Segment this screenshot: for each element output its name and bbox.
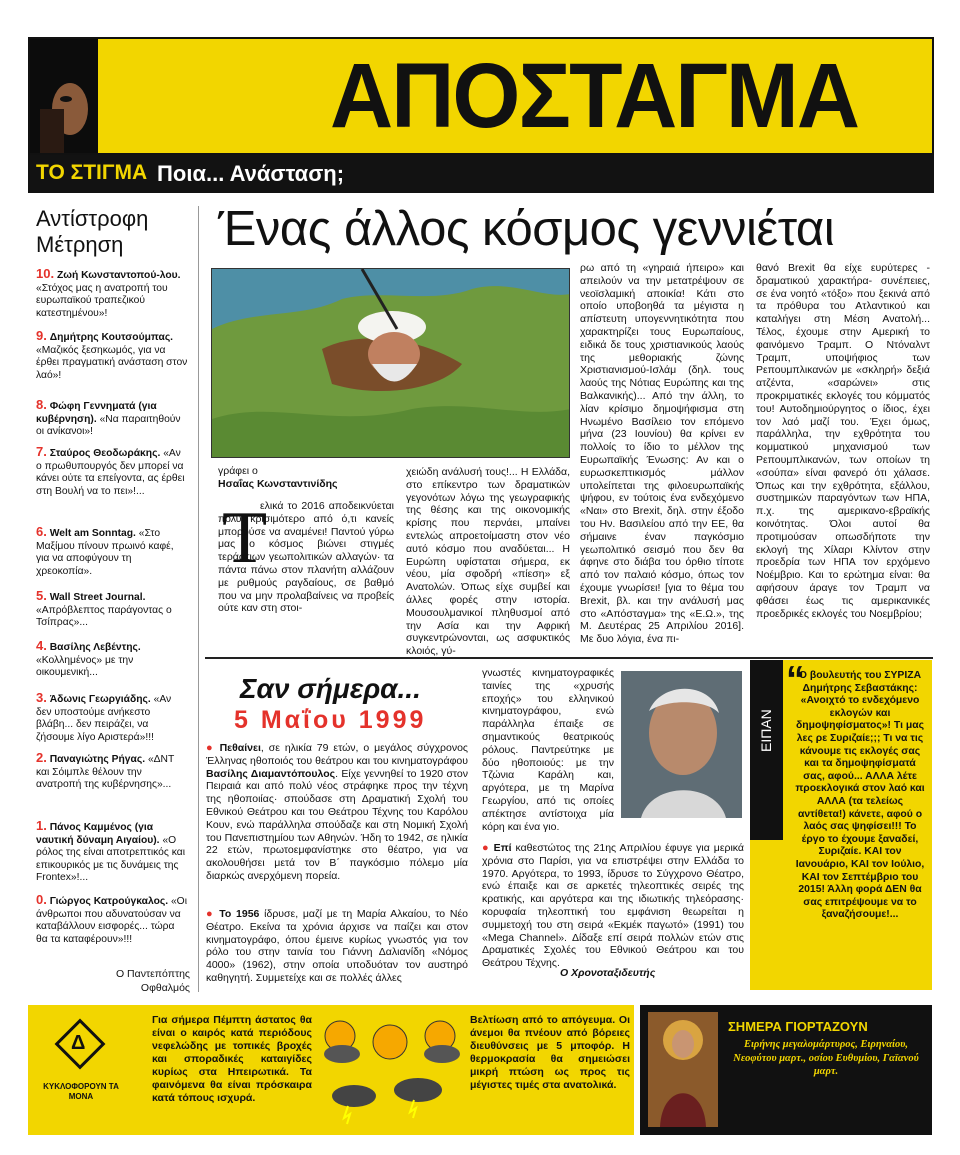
countdown-number: 3.	[36, 690, 47, 705]
countdown-quote: «Αν δεν υποστούμε ανήκεστο βλάβη... δεν πειράζει, να ζήσουμε λίγο Αριστερά»!!!	[36, 694, 172, 743]
on-this-day-p3: γνωστές κινηματογραφικές ταινίες της «χρυσής εποχής» του ελληνικού κινηματογράφου, ενώ παράλληλα έπαιξε σε σημαντικούς θεατρικούς ρόλους. Παντρεύτηκε με δύο ηθοποιούς: με την Τζώνια Καράλη και, αργότερα, με τη Μαρίνα Γεωργίου, από τις οποίες απέκτησε αντίστοιχα μία κόρη και ένα γιο.	[482, 667, 614, 833]
p1-name: Βασίλης Διαμαντόπουλος	[206, 767, 336, 780]
column-divider	[198, 206, 199, 992]
countdown-name: Ζωή Κωνσταντοπού-λου.	[56, 270, 181, 281]
article-column-4: θανό Brexit θα είχε ευρύτερες - δραματικού χαρακτήρα- συνέπειες, σε ένα νοητό «τόξο» που ξεκινά από τα πρόθυρα του Ατλαντικού και καταλήγει στη Μέση Ανατολή... Τέλος, έχουμε στην Αμερική το φαινόμενο Τραμπ. Ο Ντόναλντ Τραμπ, υποψήφιος των Ρεπουμπλικανών με «σκληρή» δεξιά ατζέντα, «σαρώνει» στις προκριματικές εκλογές του κόμματός του! Αυτοδημιούργητος ο ίδιος, έχει τον λαό μαζί του. Έχει όμως, παράλληλα, την εχθρότητα του κομματικού μηχανισμού των Ρεπουμπλικανών, των οποίων τη «σούπα» είναι φανερό ότι χάλασε. Όπως και την εχθρότητα, εξάλλου, συστημικών παραγόντων των ΗΠΑ, π.χ. της αμερικανο-εβραϊκής κοινότητας. Όλοι αυτοί θα προτιμούσαν οπωσδήποτε την εκλογή της Χίλαρι Κλίντον στην προεδρία των ΗΠΑ τον ερχόμενο Νοέμβριο. Και το ερώτημα είναι: θα αφήσουν άραγε τον Τραμπ να φθάσει έως τις αμερικανικές προεδρικές εκλογές του Νοεμβρίου;	[756, 262, 930, 620]
section-label: ΤΟ ΣΤΙΓΜΑ	[36, 161, 148, 184]
countdown-name: Wall Street Journal.	[49, 592, 146, 603]
countdown-name: Welt am Sonntag.	[49, 528, 136, 539]
countdown-number: 5.	[36, 588, 47, 603]
countdown-number: 8.	[36, 397, 47, 412]
countdown-number: 1.	[36, 818, 47, 833]
countdown-name: Φώφη Γεννηματά (για κυβέρνηση).	[36, 401, 157, 425]
quote-mark-icon: “	[786, 659, 805, 701]
on-this-day-p1	[206, 742, 468, 897]
countdown-quote: «ΔΝΤ και Σόιμπλε θέλουν την ανατροπή της κυβέρνησης»...	[36, 754, 175, 791]
name-days-title: ΣΗΜΕΡΑ ΓΙΟΡΤΑΖΟΥΝ	[728, 1019, 868, 1034]
traffic-sign-letter: Δ	[71, 1032, 86, 1054]
countdown-name: Πάνος Καμμένος (για ναυτική δύναμη Αιγαίου).	[36, 822, 160, 846]
weather-text-left: Για σήμερα Πέμπτη άστατος θα είναι ο καιρός κατά περιόδους νεφελώδης με τοπικές βροχές και σποραδικές καταιγίδες κυρίως στα Ηπειρωτικά. Τα φαινόμενα θα είναι πρόσκαιρα κατά τόπους ισχυρά.	[152, 1014, 312, 1104]
bullet-icon: ●	[206, 908, 215, 920]
on-this-day-signature: Ο Χρονοταξιδευτής	[560, 967, 656, 979]
quote-text: Ο βουλευτής του ΣΥΡΙΖΑ Δημήτρης Σεβαστάκης: «Ανοιχτό το ενδεχόμενο εκλογών και δημοψηφίσματος»! Τι μας λες ρε Συριζαίε;;; Τι να τις κάνουμε τις εκλογές σας και τα δημοψηφίσματά σας, αφού... ΑΛΛΑ λέτε προεκλογικά στον λαό και ΑΛΛΑ (τα τελείως αντίθετα!) κάνετε, αφού ο λαός σας ψηφίσει!!! Το έργο το έχουμε ξαναδεί, Συριζαίε. ΚΑΙ τον Ιανουάριο, ΚΑΙ τον Ιούλιο, ΚΑΙ τον Σεπτέμβριο του 2015! Άλλη φορά ΔΕΝ θα σας επιτρέψουμε να το ξαναζήσουμε!...	[795, 670, 925, 921]
weather-icons	[318, 1012, 466, 1130]
countdown-item	[36, 399, 188, 439]
section-divider	[205, 657, 933, 659]
p4-lead: Επί	[493, 842, 512, 854]
p1-text-a: , σε ηλικία 79 ετών, ο μεγάλος σύγχρονος Έλληνας ηθοποιός του θεάτρου και του κινηματογράφου	[206, 742, 468, 767]
countdown-item	[36, 268, 188, 320]
traffic-sign-caption: ΚΥΚΛΟΦΟΡΟΥΝ ΤΑ ΜΟΝΑ	[43, 1082, 119, 1101]
storm-cloud-icon	[394, 1078, 442, 1118]
countdown-item	[36, 820, 188, 885]
p4-text: καθεστώτος της 21ης Απριλίου έφυγε για μερικά χρόνια στο Παρίσι, για να επιστρέψει στην Ελλάδα το 1970. Αργότερα, το 1993, ίδρυσε το Σύγχρονο Θέατρο, ενώ έπαιξε και σε αρκετές τηλεοπτικές σειρές της κρατικής, και αργότερα και της ιδιωτικής τηλεόρασης· κορυφαία τηλεοπτική του εμφάνιση θεωρείται η συμμετοχή του στη σειρά «Εκμέκ παγωτό» (1991) του «Mega Channel». Δίδαξε επί σειρά πολλών ετών στις Δραματικές Σχολές του Εθνικού Θεάτρου και του Θεάτρου Τέχνης.	[482, 842, 744, 970]
countdown-item	[36, 330, 188, 382]
countdown-name: Άδωνις Γεωργιάδης.	[49, 694, 151, 705]
name-days-list: Ειρήνης μεγαλομάρτυρος, Ειρηναίου, Νεοφύτου μαρτ., οσίου Ευθυμίου, Γαϊανού μαρτ.	[733, 1039, 919, 1077]
countdown-name: Σταύρος Θεοδωράκης.	[49, 448, 161, 459]
countdown-quote: «Κολλημένος» με την οικουμενική...	[36, 654, 134, 679]
countdown-signature: Ο Παντεπόπτης Οφθαλμός	[115, 968, 190, 994]
saint-icon-image	[648, 1012, 718, 1127]
article-column-1: ελικά το 2016 αποδεικνύεται πολύ κρισιμότερο από ό,τι κανείς μπορούσε να αναμένει! Παντού γύρω μας ο κόσμος βιώνει στιγμές τεράστιων γεωπολιτικών αλλαγών· τα πάντα πάνω στον πλανήτη αλλάζουν με ρυθμούς ραγδαίους, σε βαθμό που να μην προλαβαίνεις να προβείς ούτε καν στη στοι-	[218, 500, 394, 615]
countdown-number: 7.	[36, 444, 47, 459]
quote-label: ΕΙΠΑΝ	[758, 709, 774, 752]
countdown-number: 0.	[36, 892, 47, 907]
article-column-2: χειώδη ανάλυσή τους!... Η Ελλάδα, στο επίκεντρο των δραματικών γεγονότων λόγω της γεωγραφικής της θέσης και της οικονομικής κρίσης που περνάει, μπαίνει εντελώς απροετοίμαστη στον νέο αυτό κόσμο που αναδύεται... Η Ευρώπη υφίσταται σήμερα, εκ νέου, μία σφοδρή «πίεση» εξ Ανατολών. Όπως είχε συμβεί και άλλες φορές στην ιστορία. Μουσουλμανικοί πληθυσμοί από την Ασία και την Αφρική συγκεντρώνονται, ως ασφυκτικός κλοιός, γύ-	[406, 466, 570, 658]
countdown-item	[36, 590, 188, 630]
countdown-quote: «Αν ο πρωθυπουργός δεν μπορεί να κάνει ούτε τα επείγοντα, ας έρθει στη Βουλή να το πει»!...	[36, 448, 185, 497]
countdown-quote: «Απρόβλεπτος παράγοντας ο Τσίπρας»...	[36, 604, 172, 629]
section-headline: Ποια... Ανάσταση;	[157, 161, 345, 186]
countdown-number: 6.	[36, 524, 47, 539]
p1-text-b: . Είχε γεννηθεί το 1920 στον Πειραιά και από πολύ νέος στράφηκε προς την τέχνη της ηθοποιίας· σπούδασε στη Δραματική Σχολή του Εθνικού Θεάτρου και του Θεάτρου Τέχνης του Καρόλου Κουν, ενώ παράλληλα σπούδαζε και στη Νομική Σχολή του Πανεπιστημίου των Αθηνών. Ήδη το 1942, σε ηλικία 22 ετών, πρωτοεμφανίστηκε στο θέατρο, για να ακολουθήσει μετά τον Β΄ παγκόσμιο πόλεμο μία διαρκώς ανερχόμενη πορεία.	[206, 767, 469, 882]
storm-cloud-icon	[332, 1085, 376, 1124]
countdown-quote: «Ο ρόλος της είναι αποτρεπτικός και επικουρικός με τις δυνάμεις της Frontex»!...	[36, 834, 185, 884]
countdown-item	[36, 692, 188, 744]
masthead-photo	[30, 39, 98, 153]
weather-text-right: Βελτίωση από το απόγευμα. Οι άνεμοι θα πνέουν από βόρειες διευθύνσεις με 5 μποφόρ. Η θερμοκρασία θα σημειώσει μικρή πτώση ως προς τις μέγιστες τιμές στα ανατολικά.	[470, 1014, 630, 1091]
bullet-icon: ●	[206, 742, 215, 754]
article-cartoon	[211, 268, 570, 458]
sun-cloud-icon	[324, 1021, 360, 1063]
countdown-item	[36, 446, 188, 498]
countdown-title: Αντίστροφη Μέτρηση	[36, 206, 149, 257]
countdown-name: Παναγιώτης Ρήγας.	[49, 754, 146, 765]
on-this-day-p4	[482, 842, 744, 970]
countdown-quote: «Οι άνθρωποι που αδυνατούσαν να καταβάλλουν εισφορές... τώρα θα τα καταφέρουν»!!!	[36, 896, 187, 945]
byline-author: Ησαΐας Κωνσταντινίδης	[218, 478, 338, 490]
masthead-title: ΑΠΟΣΤΑΓΜΑ	[330, 45, 859, 147]
countdown-number: 9.	[36, 328, 47, 343]
countdown-quote: «Στο Μαξίμου πίνουν πρωινό καφέ, για να αποφύγουν τη χρεοκοπία».	[36, 528, 174, 577]
p1-lead: Πεθαίνει	[219, 742, 261, 754]
bullet-icon: ●	[482, 842, 490, 854]
article-headline: Ένας άλλος κόσμος γεννιέται	[218, 202, 835, 256]
countdown-name: Γιώργος Κατρούγκαλος.	[49, 896, 169, 907]
byline-pre: γράφει ο	[218, 465, 258, 477]
on-this-day-title: Σαν σήμερα...	[240, 673, 421, 704]
p2-text: ίδρυσε, μαζί με τη Μαρία Αλκαίου, το Νέο Θέατρο. Εκείνα τα χρόνια άρχισε να παίζει και στον κινηματογράφο, όπου έμεινε κυρίως γνωστός για τον ρόλο του στην ταινία του Γιάννη Δαλιανίδη «Νόμος 4000» (1962), στην οποία υποδυόταν τον αυστηρό καθηγητή. Συμμετείχε και σε πολλές άλλες	[206, 908, 468, 984]
p2-lead: Το 1956	[219, 908, 260, 920]
countdown-item	[36, 752, 188, 792]
countdown-quote: «Να παραιτηθούν οι ανίκανοι»!	[36, 413, 181, 438]
countdown-number: 10.	[36, 266, 55, 281]
countdown-quote: «Μαζικός ξεσηκωμός, για να έρθει πραγματική ανάσταση στον λαό»!	[36, 344, 188, 381]
byline	[218, 465, 338, 491]
article-column-3: ρω από τη «γηραιά ήπειρο» και απειλούν να την μετατρέψουν σε νεοϊσλαμική αποικία! Κάτι στο οποίο υποβοηθά τα μέγιστα η απίστευτη υπογεννητικότητα που χαρακτηρίζει τους Ευρωπαίους, ειδικά δε τους χριστιανικούς λαούς της μεθοριακής ζώνης Χριστιανισμού-Ισλάμ (δηλ. τους λαούς της Νότιας Ευρώπης και της Βαλκανικής)... Από την άλλη, το λίαν κρίσιμο δημοψήφισμα στη Ηνωμένο Βασίλειο τον επόμενο μήνα (23 Ιουνίου) θα κρίνει εν πολλοίς το ίδιο το μέλλον της Ευρωπαϊκής Ένωσης: Αν και ο ευρωσκεπτικισμός μάλλον υπολείπεται της φιλοευρωπαϊκής ψήφου, εν τούτοις ένα ενδεχόμενο «Ναι» στο Brexit, δηλ. στην έξοδο του Ην. Βασιλείου από την ΕΕ, θα σήμαινε έναν παγκόσμιο γεωπολιτικό σεισμό που δεν θα άφηνε στο διάβα του όρθιο τίποτε από τον παλαιό κόσμο, όπως τον έχουμε γνωρίσει! [για το θέμα του Brexit, βλ. και την ανάλυσή μας στο «Απόσταγμα» της «Ε.Ω.», της Μ. Δευτέρας 25 Απριλίου 2016]. Με δυο λόγια, ένα πι-	[580, 262, 744, 646]
sun-cloud-icon	[424, 1021, 460, 1063]
countdown-quote: «Στόχος μας η ανατροπή του ευρωπαϊκού τραπεζικού κατεστημένου»!	[36, 282, 168, 319]
on-this-day-date: 5 Μαΐου 1999	[234, 706, 427, 734]
countdown-item	[36, 640, 188, 680]
actor-photo	[621, 671, 742, 818]
sun-icon	[373, 1025, 407, 1059]
dropcap: Τ	[222, 497, 268, 579]
countdown-item	[36, 894, 188, 946]
countdown-number: 4.	[36, 638, 47, 653]
on-this-day-p2	[206, 908, 468, 988]
countdown-item	[36, 526, 188, 578]
countdown-name: Δημήτρης Κουτσούμπας.	[49, 332, 174, 343]
countdown-number: 2.	[36, 750, 47, 765]
countdown-name: Βασίλης Λεβέντης.	[49, 642, 141, 653]
